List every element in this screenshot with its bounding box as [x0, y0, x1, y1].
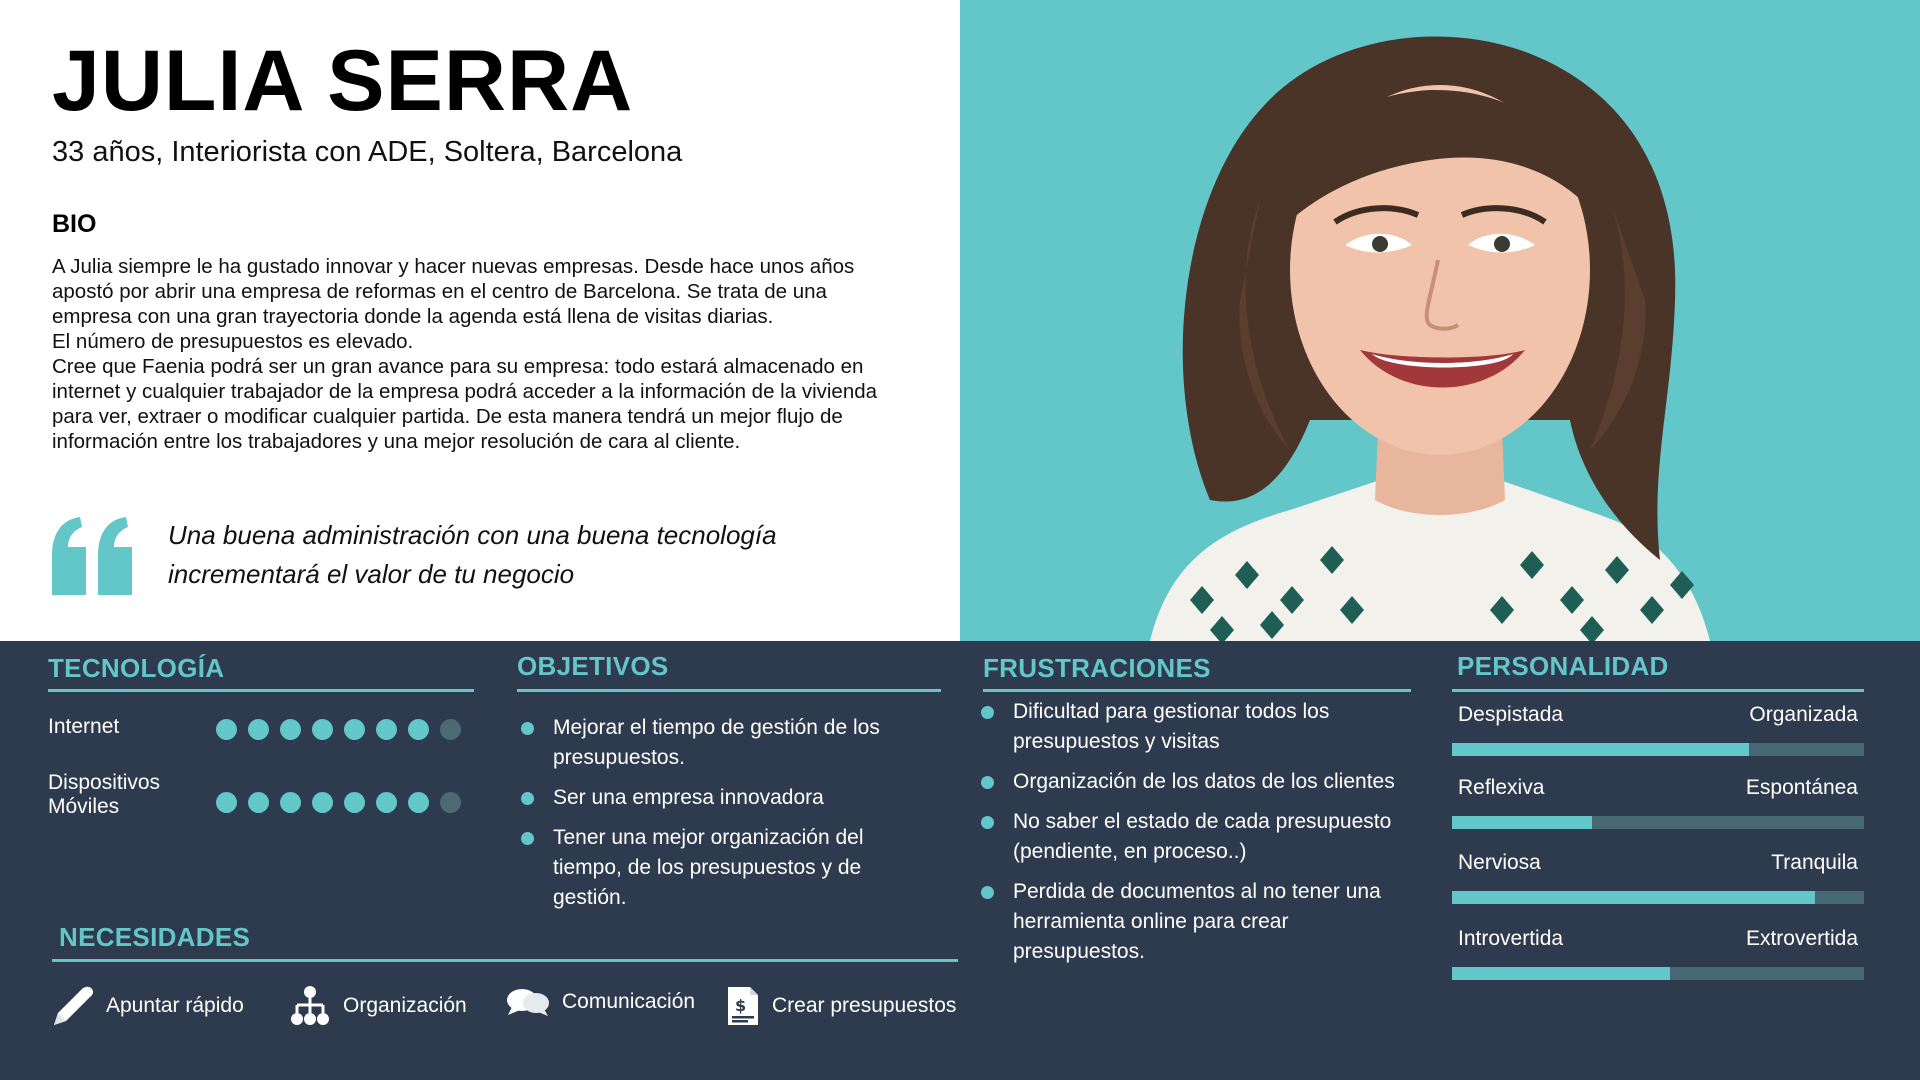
- rating-dot-filled: [280, 719, 301, 740]
- rating-dot-filled: [408, 792, 429, 813]
- need-label: Organización: [343, 994, 467, 1017]
- tecnologia-rule: [48, 689, 474, 692]
- frustraciones-rule: [983, 689, 1411, 692]
- necesidades-heading: NECESIDADES: [59, 922, 251, 952]
- frustraciones-list: [977, 697, 1437, 977]
- necesidades-rule: [52, 959, 958, 962]
- personality-trait: [1452, 927, 1864, 951]
- list-item: [977, 697, 1437, 757]
- rating-dot-filled: [248, 719, 269, 740]
- trait-bar-fill: [1452, 891, 1815, 904]
- objetivos-list: [517, 713, 957, 923]
- persona-details: [0, 641, 1920, 1080]
- list-item-line: presupuestos.: [1013, 940, 1145, 963]
- list-item-line: Perdida de documentos al no tener una: [1013, 880, 1381, 903]
- trait-left-label: Nerviosa: [1458, 851, 1541, 874]
- rating-dot-filled: [408, 719, 429, 740]
- rating-dot-filled: [280, 792, 301, 813]
- list-item-line: presupuestos y visitas: [1013, 730, 1220, 753]
- trait-bar-fill: [1452, 816, 1592, 829]
- list-item-line: gestión.: [553, 886, 627, 909]
- bio-line: Cree que Faenia podrá ser un gran avance para su empresa: todo estará almacenado en: [52, 355, 864, 378]
- list-item-line: No saber el estado de cada presupuesto: [1013, 810, 1392, 833]
- list-item-line: Organización de los datos de los clientes: [1013, 770, 1395, 793]
- tech-rating-internet: [216, 719, 461, 740]
- trait-bar: [1452, 967, 1864, 980]
- pencil-icon: [52, 985, 94, 1027]
- need-label: Apuntar rápido: [106, 994, 244, 1017]
- trait-left-label: Despistada: [1458, 703, 1564, 726]
- persona-subtitle: 33 años, Interiorista con ADE, Soltera, Barcelona: [52, 136, 683, 168]
- frustraciones-heading: FRUSTRACIONES: [983, 653, 1211, 683]
- rating-dot-filled: [216, 719, 237, 740]
- trait-bar: [1452, 816, 1864, 829]
- objetivos-rule: [517, 689, 941, 692]
- tech-label-text: Internet: [48, 715, 120, 738]
- rating-dot-filled: [376, 792, 397, 813]
- tech-label-moviles: [48, 771, 160, 819]
- bio-text: [52, 254, 942, 454]
- list-item-line: tiempo, de los presupuestos y de: [553, 856, 862, 879]
- list-item: [517, 713, 957, 773]
- rating-dot-filled: [248, 792, 269, 813]
- bio-heading: BIO: [52, 210, 97, 238]
- trait-left-label: Reflexiva: [1458, 776, 1545, 799]
- rating-dot-filled: [216, 792, 237, 813]
- persona-name: JULIA SERRA: [52, 33, 634, 129]
- trait-bar-fill: [1452, 967, 1670, 980]
- trait-left-label: Introvertida: [1458, 927, 1564, 950]
- list-item-line: Tener una mejor organización del: [553, 826, 864, 849]
- trait-right-label: Tranquila: [1771, 851, 1858, 874]
- rating-dot-filled: [312, 792, 333, 813]
- chat-bubbles-icon: [506, 985, 550, 1019]
- list-item: [517, 783, 957, 813]
- bio-line: apostó por abrir una empresa de reformas en el centro de Barcelona. Se trata de una: [52, 280, 827, 303]
- list-item: [517, 823, 957, 913]
- persona-quote: [168, 516, 908, 594]
- personalidad-rule: [1452, 689, 1864, 692]
- trait-right-label: Espontánea: [1745, 776, 1858, 799]
- quote-line: incrementará el valor de tu negocio: [168, 559, 575, 589]
- need-label: Crear presupuestos: [772, 994, 957, 1017]
- list-item-line: Dificultad para gestionar todos los: [1013, 700, 1330, 723]
- need-organizacion: [289, 985, 467, 1027]
- objetivos-heading: OBJETIVOS: [517, 651, 669, 681]
- list-item-line: presupuestos.: [553, 746, 685, 769]
- rating-dot-empty: [440, 719, 461, 740]
- list-item: [977, 877, 1437, 967]
- rating-dot-filled: [344, 792, 365, 813]
- bio-line: para ver, extraer o modificar cualquier partida. De esta manera tendrá un mejor flujo de: [52, 405, 843, 428]
- personality-trait: [1452, 776, 1864, 800]
- tech-label-internet: [48, 715, 119, 739]
- list-item-line: herramienta online para crear: [1013, 910, 1289, 933]
- quote-line: Una buena administración con una buena tecnología: [168, 520, 777, 550]
- quote-icon: [46, 515, 138, 597]
- trait-bar-fill: [1452, 743, 1749, 756]
- trait-bar: [1452, 743, 1864, 756]
- rating-dot-empty: [440, 792, 461, 813]
- personality-trait: [1452, 851, 1864, 875]
- trait-bar: [1452, 891, 1864, 904]
- need-comunicacion: [506, 985, 695, 1019]
- bio-line: empresa con una gran trayectoria donde la agenda está llena de visitas diarias.: [52, 305, 774, 328]
- personalidad-heading: PERSONALIDAD: [1457, 651, 1669, 681]
- list-item: [977, 807, 1437, 867]
- need-crear-presupuestos: [726, 985, 956, 1027]
- tecnologia-heading: TECNOLOGÍA: [48, 653, 225, 683]
- rating-dot-filled: [376, 719, 397, 740]
- need-apuntar-rapido: [52, 985, 244, 1027]
- list-item-line: (pendiente, en proceso..): [1013, 840, 1247, 863]
- tech-label-text: Dispositivos: [48, 771, 161, 794]
- svg-text:$: $: [735, 996, 747, 1015]
- bio-line: internet y cualquier trabajador de la empresa podrá acceder a la información de la vivienda: [52, 380, 878, 403]
- org-chart-icon: [289, 985, 331, 1027]
- bio-line: A Julia siempre le ha gustado innovar y hacer nuevas empresas. Desde hace unos años: [52, 255, 855, 278]
- list-item-line: Ser una empresa innovadora: [553, 786, 824, 809]
- tech-rating-moviles: [216, 792, 461, 813]
- need-label: Comunicación: [562, 990, 696, 1013]
- trait-right-label: Organizada: [1749, 703, 1858, 726]
- invoice-document-icon: [726, 985, 760, 1027]
- tech-label-text: Móviles: [48, 795, 120, 818]
- rating-dot-filled: [344, 719, 365, 740]
- rating-dot-filled: [312, 719, 333, 740]
- bio-line: El número de presupuestos es elevado.: [52, 330, 414, 353]
- portrait-illustration: [960, 0, 1920, 641]
- list-item: [977, 767, 1437, 797]
- list-item-line: Mejorar el tiempo de gestión de los: [553, 716, 880, 739]
- bio-line: información entre los trabajadores y una mejor resolución de cara al cliente.: [52, 430, 741, 453]
- profile-panel: [0, 0, 960, 641]
- personality-trait: [1452, 703, 1864, 727]
- trait-right-label: Extrovertida: [1745, 927, 1858, 950]
- persona-photo: [960, 0, 1920, 641]
